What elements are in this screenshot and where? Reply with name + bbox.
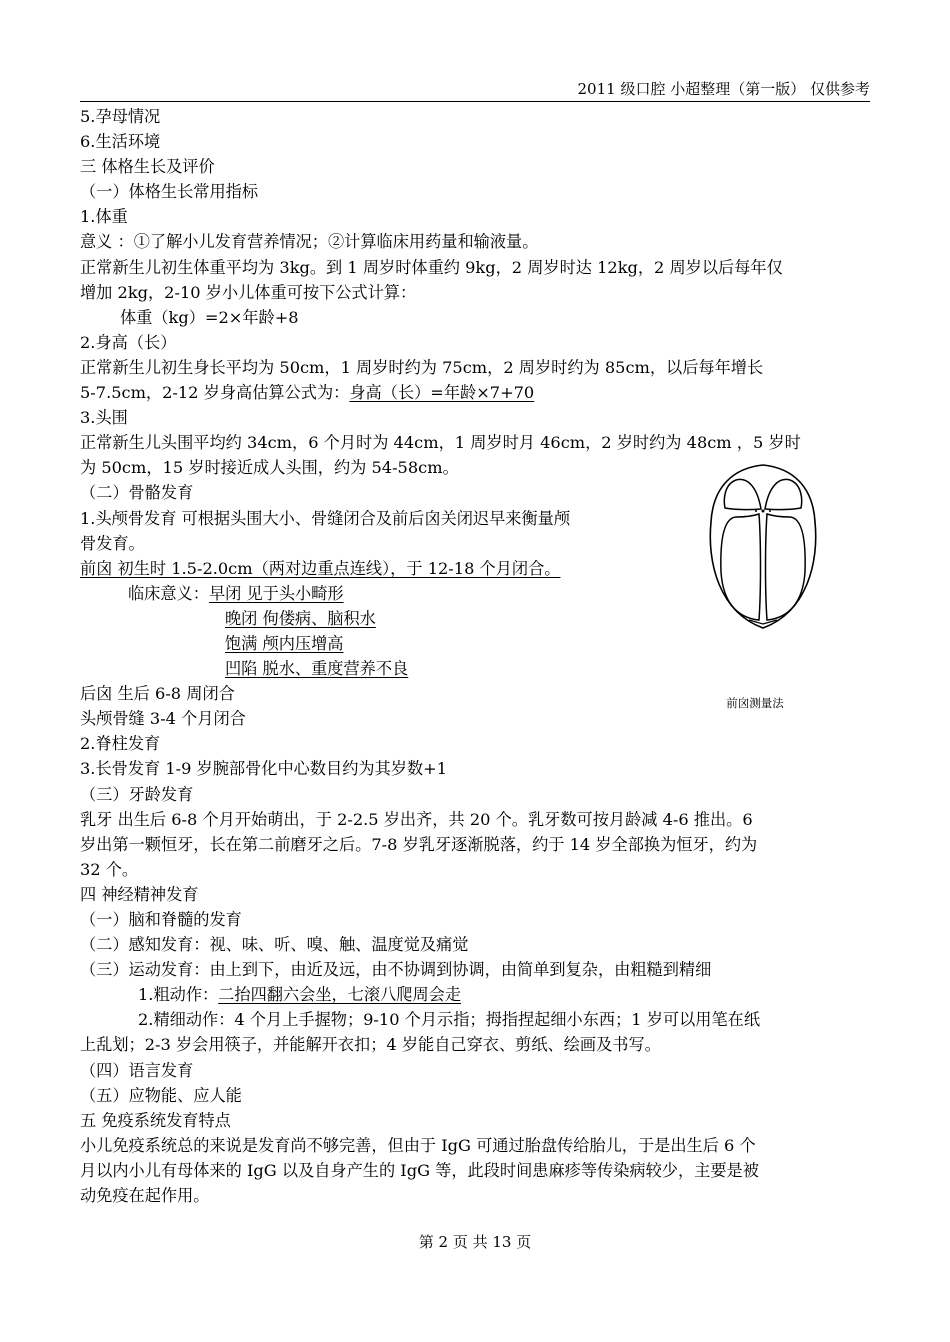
subsection-heading: （五）应物能、应人能 xyxy=(80,1085,242,1105)
text-line: 为 50cm，15 岁时接近成人头围，约为 54-58cm。 xyxy=(80,458,459,478)
text-line: 1.头颅骨发育 可根据头围大小、骨缝闭合及前后囟关闭迟早来衡量颅 xyxy=(80,508,571,528)
late-closure: 晚闭 佝偻病、脑积水 xyxy=(225,608,376,628)
text-line: 后囟 生后 6-8 周闭合 xyxy=(80,684,235,704)
text-line: 2.脊柱发育 xyxy=(80,734,161,754)
text-line xyxy=(80,631,872,656)
text-line: 岁出第一颗恒牙，长在第二前磨牙之后。7-8 岁乳牙逐渐脱落，约于 14 岁全部换为恒牙，约为 xyxy=(80,834,758,854)
text-line: 2.精细动作：4 个月上手握物；9-10 个月示指；拇指捏起细小东西；1 岁可以用笔在纸 xyxy=(138,1010,761,1030)
section-heading: 三 体格生长及评价 xyxy=(80,157,215,177)
text-line: 6.生活环境 xyxy=(80,132,161,152)
page-header xyxy=(80,79,870,102)
subsection-heading: （二）骨骼发育 xyxy=(80,483,194,503)
text-line xyxy=(80,982,872,1007)
text-line: 5.孕母情况 xyxy=(80,107,161,126)
text-line: 3.长骨发育 1-9 岁腕部骨化中心数目约为其岁数+1 xyxy=(80,759,448,779)
height-formula-intro: 5-7.5cm，2-12 岁身高估算公式为： xyxy=(80,383,350,403)
bulging: 饱满 颅内压增高 xyxy=(225,633,344,653)
subsection-heading: （三）运动发育：由上到下，由近及远，由不协调到协调，由简单到复杂，由粗糙到精细 xyxy=(80,960,712,980)
skull-fontanelle-diagram xyxy=(703,462,823,632)
page-footer: 第 2 页 共 13 页 xyxy=(418,1233,532,1251)
section-heading: 四 神经精神发育 xyxy=(80,884,199,904)
text-line: 正常新生儿初生身长平均为 50cm，1 周岁时约为 75cm，2 周岁时约为 85cm，以后每年增长 xyxy=(80,357,764,377)
gross-motor-mnemonic: 二抬四翻六会坐，七滚八爬周会走 xyxy=(218,985,462,1005)
anterior-fontanelle-line: 前囟 初生时 1.5-2.0cm（两对边重点连线），于 12-18 个月闭合。 xyxy=(80,558,561,578)
text-line: 上乱划；2-3 岁会用筷子，并能解开衣扣；4 岁能自己穿衣、剪纸、绘画及书写。 xyxy=(80,1035,661,1055)
height-formula: 身高（长）=年龄×7+70 xyxy=(349,383,535,403)
subsection-heading: （一）体格生长常用指标 xyxy=(80,182,259,202)
text-line: 月以内小儿有母体来的 IgG 以及自身产生的 IgG 等，此段时间患麻疹等传染病较少，主要是被 xyxy=(80,1160,759,1180)
early-closure: 早闭 见于头小畸形 xyxy=(208,583,344,603)
subsection-heading: （二）感知发育：视、味、听、嗅、触、温度觉及痛觉 xyxy=(80,935,469,955)
text-line: 1.体重 xyxy=(80,207,128,227)
text-line: 小儿免疫系统总的来说是发育尚不够完善，但由于 IgG 可通过胎盘传给胎儿，于是出生后 6 个 xyxy=(80,1135,756,1155)
document-body xyxy=(80,104,872,1208)
section-heading: 五 免疫系统发育特点 xyxy=(80,1110,231,1130)
text-line: 2.身高（长） xyxy=(80,332,177,352)
skull-fontanelle-figure xyxy=(703,462,823,632)
text-line: 骨发育。 xyxy=(80,533,145,553)
text-line: 3.头围 xyxy=(80,408,128,428)
text-line xyxy=(80,656,872,681)
text-line xyxy=(80,380,872,405)
clinical-significance-label: 临床意义： xyxy=(128,583,209,603)
text-line: 32 个。 xyxy=(80,859,139,879)
sunken: 凹陷 脱水、重度营养不良 xyxy=(225,659,409,679)
gross-motor-label: 1.粗动作： xyxy=(138,985,219,1005)
figure-caption: 前囟测量法 xyxy=(726,696,784,710)
subsection-heading: （三）牙龄发育 xyxy=(80,784,194,804)
text-line: 增加 2kg，2-10 岁小儿体重可按下公式计算： xyxy=(80,282,417,302)
text-line: 动免疫在起作用。 xyxy=(80,1186,210,1206)
text-line: 正常新生儿初生体重平均为 3kg。到 1 周岁时体重约 9kg，2 周岁时达 12kg，2 周岁以后每年仅 xyxy=(80,257,783,277)
subsection-heading: （一）脑和脊髓的发育 xyxy=(80,910,242,929)
text-line: 头颅骨缝 3-4 个月闭合 xyxy=(80,709,246,729)
weight-formula: 体重（kg）=2×年龄+8 xyxy=(120,307,299,327)
text-line: 乳牙 出生后 6-8 个月开始萌出，于 2-2.5 岁出齐，共 20 个。乳牙数可按月龄减 4-6 推出。6 xyxy=(80,809,753,829)
subsection-heading: （四）语言发育 xyxy=(80,1060,194,1080)
text-line: 正常新生儿头围平均约 34cm，6 个月时为 44cm，1 周岁时月 46cm，2 岁时约为 48cm ，5 岁时 xyxy=(80,433,801,453)
header-text: 2011 级口腔 小超整理（第一版） 仅供参考 xyxy=(577,80,870,98)
text-line: 意义 ：①了解小儿发育营养情况；②计算临床用药量和输液量。 xyxy=(80,232,539,252)
